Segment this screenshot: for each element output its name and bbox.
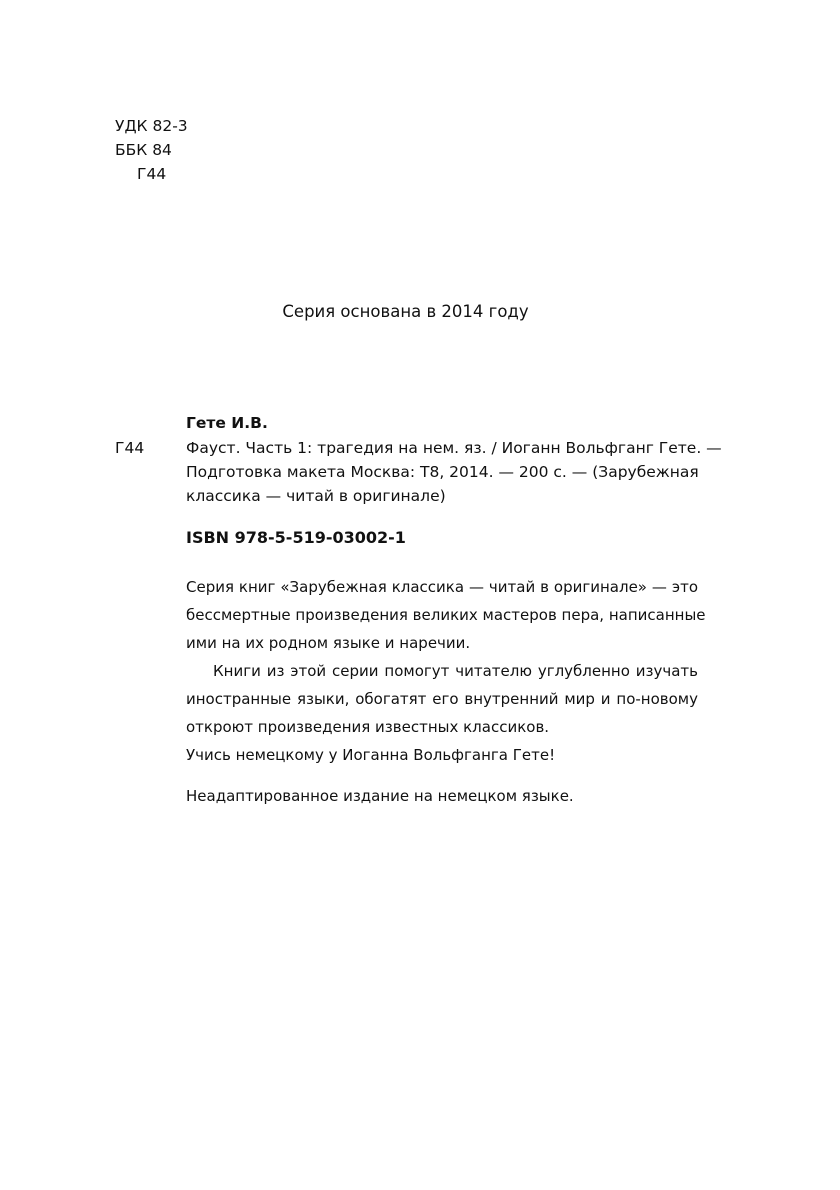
bib-line: классика — читай в оригинале) [186, 487, 446, 505]
annotation-line: Учись немецкому у Иоганна Вольфганга Гете! [186, 746, 556, 764]
annotation-line: иностранные языки, обогатят его внутренний мир и по-новому [186, 690, 698, 708]
unadapted-edition-note: Неадаптированное издание на немецком языке. [186, 787, 574, 805]
catalog-author: Гете И.В. [186, 414, 268, 432]
bibliographic-description [186, 436, 722, 508]
bbk-code: ББК 84 [115, 141, 172, 159]
udk-code: УДК 82-3 [115, 117, 188, 135]
annotation [186, 573, 706, 769]
catalog-code: Г44 [115, 439, 145, 457]
annotation-line: бессмертные произведения великих мастеров пера, написанные [186, 606, 706, 624]
annotation-line: ими на их родном языке и наречии. [186, 634, 471, 652]
annotation-line: Книги из этой серии помогут читателю углубленно изучать [213, 662, 698, 680]
bib-line: Фауст. Часть 1: трагедия на нем. яз. / Иоганн Вольфганг Гете. — [186, 439, 722, 457]
bib-line: Подготовка макета Москва: Т8, 2014. — 200 с. — (Зарубежная [186, 463, 699, 481]
series-founded-text: Серия основана в 2014 году [282, 302, 529, 321]
author-sign: Г44 [137, 165, 167, 183]
annotation-line: откроют произведения известных классиков. [186, 718, 550, 736]
classification-codes [115, 114, 188, 186]
isbn: ISBN 978-5-519-03002-1 [186, 528, 406, 547]
annotation-line: Серия книг «Зарубежная классика — читай в оригинале» — это [186, 578, 698, 596]
